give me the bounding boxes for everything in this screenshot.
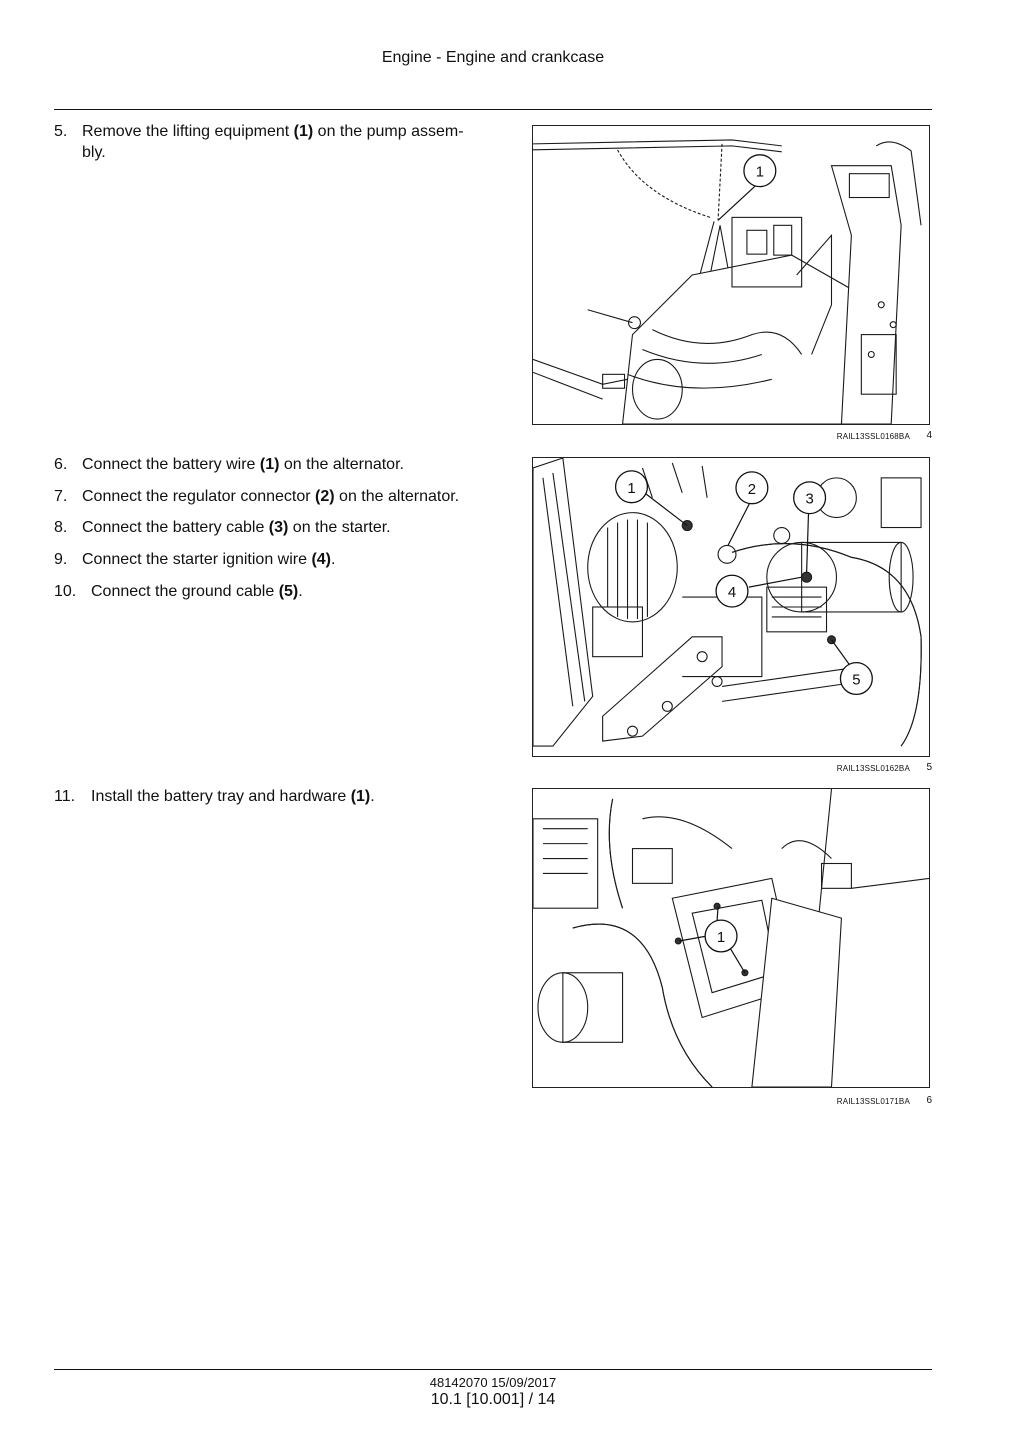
callout-ref: (1)	[350, 788, 371, 805]
callout-2	[736, 472, 768, 504]
step-text: Remove the lifting equipment (1) on the pump assem- bly.	[82, 123, 464, 161]
figure-caption-code: RAIL13SSL0162BA	[836, 764, 910, 773]
step-11: 11. Install the battery tray and hardware (1).	[54, 788, 375, 805]
page-header-title: Engine - Engine and crankcase	[381, 49, 605, 66]
callout-5	[840, 663, 872, 695]
figure-battery-tray	[532, 788, 930, 1088]
callout-1	[705, 920, 737, 952]
svg-text:1: 1	[755, 164, 765, 181]
step-8: 8. Connect the battery cable (3) on the starter.	[54, 519, 391, 536]
figure-caption-code: RAIL13SSL0171BA	[836, 1097, 910, 1106]
callout-ref: (5)	[278, 583, 299, 600]
step-6: 6. Connect the battery wire (1) on the alternator.	[54, 456, 404, 473]
callout-ref: (2)	[315, 488, 335, 505]
footer-page-number: 10.1 [10.001] / 14	[430, 1391, 556, 1408]
svg-text:2: 2	[747, 481, 757, 498]
callout-ref: (1)	[259, 456, 280, 473]
callout-ref: (4)	[311, 551, 332, 568]
figure-lifting-equipment	[532, 125, 930, 425]
step-number: 5.	[54, 123, 68, 140]
step-7: 7. Connect the regulator connector (2) on the alternator.	[54, 488, 460, 505]
callout-ref: (1)	[293, 123, 314, 140]
header-divider	[54, 109, 932, 110]
figure-number: 6	[926, 1095, 932, 1106]
callout-1	[744, 155, 776, 187]
svg-text:1: 1	[716, 929, 726, 946]
figure-number: 5	[926, 762, 932, 773]
footer-divider	[54, 1369, 932, 1370]
step-9: 9. Connect the starter ignition wire (4).	[54, 551, 336, 568]
svg-text:1: 1	[627, 480, 636, 497]
svg-text:4: 4	[727, 585, 737, 602]
footer-doc-code: 48142070 15/09/2017	[429, 1375, 557, 1390]
figure-caption-code: RAIL13SSL0168BA	[836, 432, 910, 441]
svg-text:5: 5	[852, 672, 861, 689]
step-10: 10. Connect the ground cable (5).	[54, 583, 303, 600]
callout-1	[616, 471, 648, 503]
step-5	[54, 121, 504, 163]
figure-number: 4	[926, 430, 932, 441]
svg-text:3: 3	[805, 491, 814, 508]
callout-4	[716, 575, 748, 607]
figure-alternator-starter	[532, 457, 930, 757]
callout-ref: (3)	[268, 519, 289, 536]
callout-3	[794, 482, 826, 514]
